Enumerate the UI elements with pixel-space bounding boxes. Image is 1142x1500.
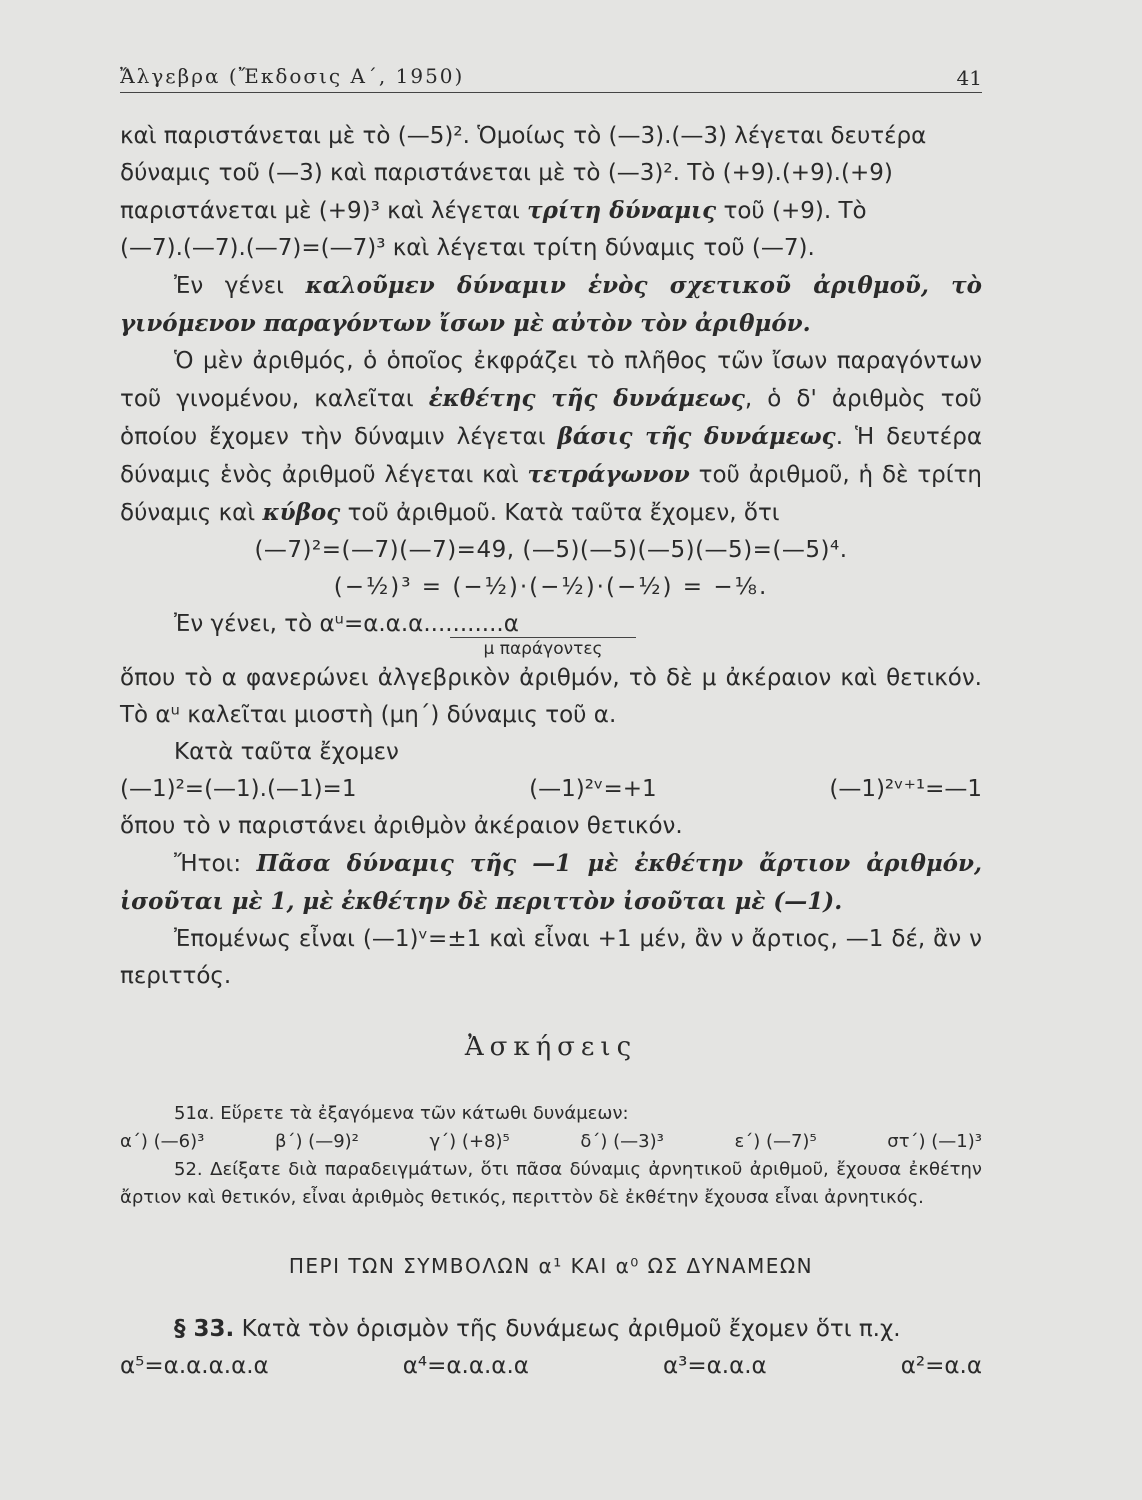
- section-paragraph: § 33. Κατὰ τὸν ὁρισμὸν τῆς δυνάμεως ἀριθμοῦ ἔχομεν ὅτι π.χ.: [174, 1316, 901, 1342]
- exercise-item: γ΄) (+8)⁵: [429, 1131, 510, 1152]
- exercise-item: δ΄) (—3)³: [580, 1131, 664, 1152]
- exercise-52: 52. Δείξατε διὰ παραδειγμάτων, ὅτι πᾶσα δύναμις ἀρνητικοῦ ἀριθμοῦ, ἔχουσα ἐκθέτην ἄρτιον καὶ θετικόν, εἶναι ἀριθμὸς θετικός, περιττὸν δὲ ἐκθέτην ἔχουσα εἶναι ἀρνητικός.: [120, 1159, 982, 1208]
- equation: α³=α.α.α: [662, 1353, 767, 1379]
- equation-fraction: (−½)³ = (−½)·(−½)·(−½) = −⅛.: [333, 574, 769, 600]
- rule-paragraph: Ἤτοι: Πᾶσα δύναμις τῆς —1 μὲ ἐκθέτην ἄρτιον ἀριθμόν, ἰσοῦται μὲ 1, μὲ ἐκθέτην δὲ περιττὸν ἰσοῦται μὲ (—1).: [120, 850, 982, 915]
- paragraph: Ὁ μὲν ἀριθμός, ὁ ὁποῖος ἐκφράζει τὸ πλῆθος τῶν ἴσων παραγόντων τοῦ γινομένου, καλεῖται ἐκθέτης τῆς δυνάμεως, ὁ δ' ἀριθμὸς τοῦ ὁποίου ἔχομεν τὴν δύναμιν λέγεται βάσις τῆς δυνάμεως. Ἡ δευτέρα δύναμις ἑνὸς ἀριθμοῦ λέγεται καὶ τετράγωνον τοῦ ἀριθμοῦ, ἡ δὲ τρίτη δύναμις καὶ κύβος τοῦ ἀριθμοῦ. Κατὰ ταῦτα ἔχομεν, ὅτι: [120, 348, 982, 526]
- paragraph: Ἐπομένως εἶναι (—1)ᵛ=±1 καὶ εἶναι +1 μέν, ἂν ν ἄρτιος, —1 δέ, ἂν ν περιττός.: [120, 926, 982, 989]
- text-line: καὶ παριστάνεται μὲ τὸ (—5)². Ὁμοίως τὸ (—3).(—3) λέγεται δευτέρα: [120, 123, 927, 149]
- exercise-51: 51α. Εὕρετε τὰ ἐξαγόμενα τῶν κάτωθι δυνάμεων:: [174, 1103, 629, 1124]
- exercise-item: στ΄) (—1)³: [887, 1131, 982, 1152]
- power-row: [120, 771, 982, 808]
- exercises-title: Ἀσκήσεις: [464, 1032, 638, 1062]
- power-examples: [120, 1348, 982, 1385]
- equation: α²=α.α: [900, 1353, 982, 1379]
- underbrace-label: μ παράγοντες: [450, 637, 636, 660]
- text-line: δύναμις τοῦ (—3) καὶ παριστάνεται μὲ τὸ (—3)². Τὸ (+9).(+9).(+9): [120, 160, 893, 186]
- paragraph: Κατὰ ταῦτα ἔχομεν: [174, 739, 399, 765]
- section-heading: ΠΕΡΙ ΤΩΝ ΣΥΜΒΟΛΩΝ α¹ ΚΑΙ α⁰ ΩΣ ΔΥΝΑΜΕΩΝ: [288, 1254, 814, 1278]
- exercises: [120, 1100, 982, 1212]
- equation: α⁵=α.α.α.α.α: [120, 1353, 269, 1379]
- equation: α⁴=α.α.α.α: [402, 1353, 529, 1379]
- equation: (—1)²ᵛ=+1: [529, 776, 657, 802]
- exercise-item: α΄) (—6)³: [120, 1131, 205, 1152]
- exercise-item: β΄) (—9)²: [274, 1131, 359, 1152]
- text-line: παριστάνεται μὲ (+9)³ καὶ λέγεται τρίτη δύναμις τοῦ (+9). Τὸ: [120, 197, 867, 224]
- definition-paragraph: Ἐν γένει καλοῦμεν δύναμιν ἑνὸς σχετικοῦ ἀριθμοῦ, τὸ γινόμενον παραγόντων ἴσων μὲ αὐτὸν τὸν ἀριθμόν.: [120, 272, 982, 337]
- page-number: 41: [956, 66, 982, 90]
- general-form: Ἐν γένει, τὸ αᵘ=α.α.α...........α: [174, 611, 519, 637]
- paragraph: ὅπου τὸ α φανερώνει ἀλγεβρικὸν ἀριθμόν, τὸ δὲ μ ἀκέραιον καὶ θετικόν. Τὸ αᵘ καλεῖται μιοστὴ (μη΄) δύναμις τοῦ α.: [120, 665, 982, 728]
- exercise-item: ε΄) (—7)⁵: [734, 1131, 817, 1152]
- equation: (—1)²=(—1).(—1)=1: [120, 776, 357, 802]
- paragraph: ὅπου τὸ ν παριστάνει ἀριθμὸν ἀκέραιον θετικόν.: [120, 813, 683, 839]
- equation: (—1)²ᵛ⁺¹=—1: [829, 776, 982, 802]
- exercise-items: [120, 1128, 982, 1156]
- header-title: Ἄλγεβρα (Ἔκδοσις Α΄, 1950): [120, 64, 465, 88]
- running-header: [120, 60, 982, 93]
- equation: (—7)²=(—7)(—7)=49, (—5)(—5)(—5)(—5)=(—5)⁴.: [254, 537, 848, 563]
- text-line: (—7).(—7).(—7)=(—7)³ καὶ λέγεται τρίτη δύναμις τοῦ (—7).: [120, 235, 815, 261]
- main-text: [120, 118, 982, 1385]
